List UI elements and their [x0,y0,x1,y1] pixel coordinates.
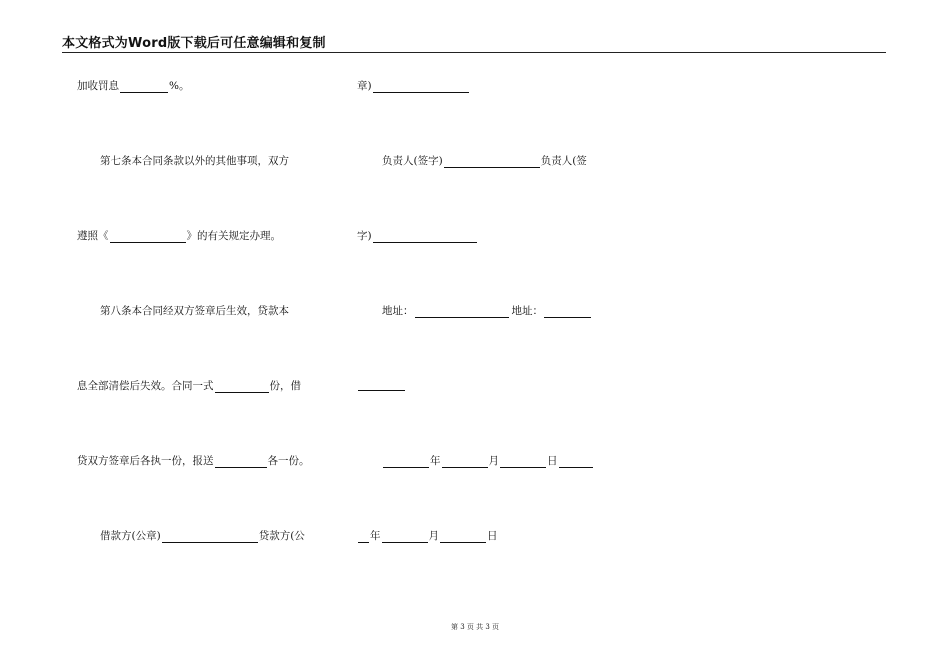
document-header-title: 本文格式为Word版下载后可任意编辑和复制 [62,36,326,51]
submit-copies-line [77,454,310,468]
contract-copies-label: 息全部清偿后失效。合同一式 [77,380,214,392]
date-2-year-blank [358,531,369,543]
date-1-day-blank [500,456,546,468]
date-2-day-label: 日 [487,530,498,542]
address-cont-blank [358,379,405,391]
copies-count-blank [215,381,269,393]
submit-copies-label: 贷双方签章后各执一份，报送 [77,455,214,467]
address-blank-2 [544,306,591,318]
date-1-trailing-blank [559,456,593,468]
signature-cont-blank [373,231,477,243]
address-cont-line [357,379,406,391]
follow-rules-suffix: 》的有关规定办理。 [186,230,281,242]
date-2-year-label: 年 [370,530,381,542]
page-number-footer: 第 3 页 共 3 页 [450,623,500,631]
date-1-month-label: 月 [488,455,499,467]
seal-cont-label: 章) [357,80,372,92]
contract-copies-line [77,379,301,393]
borrower-seal-label: 借款方(公章) [100,530,161,542]
article-7-text: 第七条本合同条款以外的其他事项，双方 [100,155,289,167]
submit-to-blank [215,456,267,468]
seal-cont-line [357,79,470,93]
date-line-1 [382,454,594,468]
date-2-month-label: 月 [428,530,439,542]
percent-sign: %。 [169,80,190,92]
regulation-name-blank [110,231,186,243]
responsible-person-line [382,154,587,168]
article-8-line [100,304,289,318]
address-blank-1 [415,306,509,318]
submit-copies-suffix: 各一份。 [267,455,310,467]
responsible-person-label-1: 负责人(签字) [382,155,443,167]
penalty-interest-line [77,79,189,93]
date-1-year-label: 年 [430,455,441,467]
responsible-person-blank [444,156,540,168]
article-7-cont-line [77,229,281,243]
date-2-day-blank [440,531,486,543]
lender-seal-label: 贷款方(公 [258,530,305,542]
address-label-2: 地址： [511,305,543,317]
address-label-1: 地址： [382,305,414,317]
article-8-text: 第八条本合同经双方签章后生效，贷款本 [100,305,289,317]
date-1-day-label: 日 [547,455,558,467]
signature-cont-line [357,229,478,243]
responsible-person-label-2: 负责人(签 [540,155,587,167]
contract-copies-suffix: 份，借 [269,380,301,392]
article-7-line [100,154,289,168]
penalty-rate-blank [120,81,168,93]
borrower-seal-blank [162,531,258,543]
penalty-interest-label: 加收罚息 [77,80,119,92]
date-line-2 [357,529,498,543]
address-line [382,304,592,318]
signature-cont-label: 字) [357,230,372,242]
date-1-month-blank [442,456,488,468]
seal-cont-blank [373,81,469,93]
borrower-seal-line [100,529,305,543]
date-1-year-blank [383,456,429,468]
follow-rules-label: 遵照《 [77,230,109,242]
header-divider [62,52,886,53]
date-2-month-blank [382,531,428,543]
